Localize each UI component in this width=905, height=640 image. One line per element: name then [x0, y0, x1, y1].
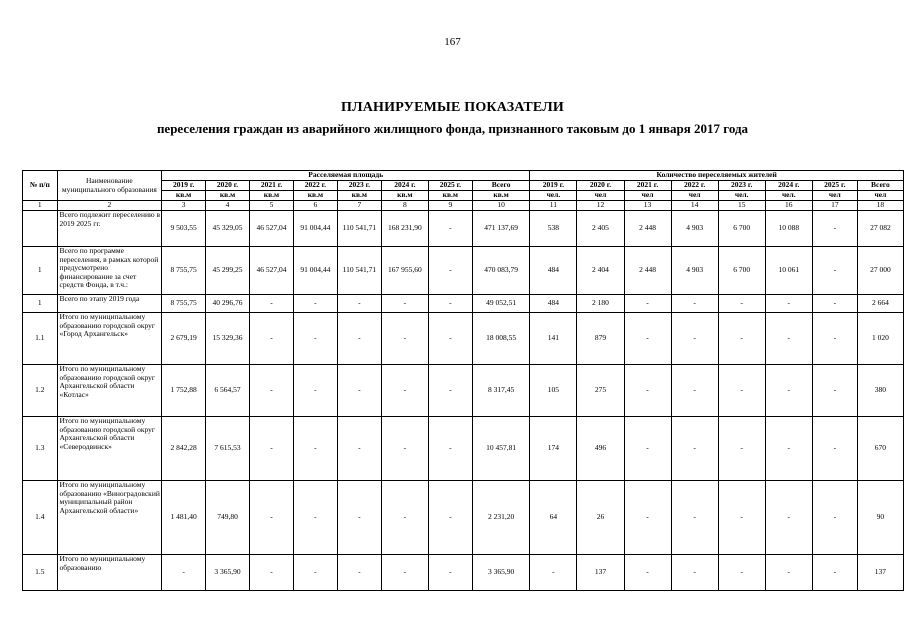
row-value: 2 679,19: [162, 313, 206, 365]
header-year-area: 2022 г.: [293, 181, 337, 191]
row-value: 3 365,90: [472, 555, 530, 591]
row-value: -: [381, 417, 428, 481]
header-column-number: 8: [381, 201, 428, 211]
row-value: 91 004,44: [293, 211, 337, 247]
row-value: 49 052,51: [472, 295, 530, 313]
row-value: 174: [530, 417, 577, 481]
header-row-column-numbers: [23, 201, 904, 211]
row-value: -: [530, 555, 577, 591]
row-value: 670: [857, 417, 903, 481]
row-value: 168 231,90: [381, 211, 428, 247]
row-number: 1.5: [23, 555, 58, 591]
row-value: 110 541,71: [337, 211, 381, 247]
row-value: 10 088: [765, 211, 812, 247]
row-number: 1.1: [23, 313, 58, 365]
row-value: 105: [530, 365, 577, 417]
row-name: Всего по этапу 2019 года: [57, 295, 162, 313]
row-value: 380: [857, 365, 903, 417]
row-value: -: [293, 555, 337, 591]
header-year-people: 2019 г.: [530, 181, 577, 191]
row-value: -: [624, 555, 671, 591]
row-value: 10 457,81: [472, 417, 530, 481]
header-unit: чел: [857, 191, 903, 201]
row-value: -: [250, 295, 294, 313]
resettlement-table: [22, 170, 904, 591]
header-year-people: 2020 г.: [577, 181, 624, 191]
row-value: -: [718, 481, 765, 555]
row-number: 1.4: [23, 481, 58, 555]
row-value: 8 755,75: [162, 247, 206, 295]
header-unit: кв.м: [472, 191, 530, 201]
row-value: -: [718, 417, 765, 481]
header-year-area: 2024 г.: [381, 181, 428, 191]
row-value: 2 448: [624, 247, 671, 295]
row-number: 1.2: [23, 365, 58, 417]
row-number: 1: [23, 247, 58, 295]
row-value: 2 405: [577, 211, 624, 247]
header-column-number: 11: [530, 201, 577, 211]
row-value: -: [381, 481, 428, 555]
row-value: -: [337, 295, 381, 313]
header-year-area: Всего: [472, 181, 530, 191]
row-value: 137: [577, 555, 624, 591]
row-value: 2 448: [624, 211, 671, 247]
header-column-number: 3: [162, 201, 206, 211]
row-value: -: [428, 481, 472, 555]
header-unit: чел: [671, 191, 718, 201]
row-value: 1 752,88: [162, 365, 206, 417]
row-value: 2 180: [577, 295, 624, 313]
row-value: -: [812, 481, 857, 555]
header-year-people: Всего: [857, 181, 903, 191]
row-value: 7 615,53: [206, 417, 250, 481]
row-value: -: [250, 555, 294, 591]
header-year-area: 2023 г.: [337, 181, 381, 191]
row-value: 45 299,25: [206, 247, 250, 295]
row-value: -: [381, 313, 428, 365]
header-unit: кв.м: [381, 191, 428, 201]
row-number: [23, 211, 58, 247]
row-value: -: [428, 247, 472, 295]
row-value: -: [250, 481, 294, 555]
row-value: 10 061: [765, 247, 812, 295]
header-unit: кв.м: [206, 191, 250, 201]
row-value: 40 296,76: [206, 295, 250, 313]
document-title: ПЛАНИРУЕМЫЕ ПОКАЗАТЕЛИ: [341, 100, 564, 115]
row-value: 91 004,44: [293, 247, 337, 295]
row-value: 27 082: [857, 211, 903, 247]
row-value: 1 481,40: [162, 481, 206, 555]
row-value: -: [337, 417, 381, 481]
header-year-people: 2022 г.: [671, 181, 718, 191]
header-column-number: 5: [250, 201, 294, 211]
row-value: -: [671, 481, 718, 555]
table-row: [23, 247, 904, 295]
header-year-people: 2021 г.: [624, 181, 671, 191]
header-num: № п/п: [23, 171, 58, 201]
header-column-number: 17: [812, 201, 857, 211]
header-group-people: Количество переселяемых жителей: [530, 171, 904, 181]
row-value: -: [812, 295, 857, 313]
row-value: 1 020: [857, 313, 903, 365]
row-value: 4 903: [671, 247, 718, 295]
header-group-area: Расселяемая площадь: [162, 171, 530, 181]
row-value: -: [718, 365, 765, 417]
row-value: 470 083,79: [472, 247, 530, 295]
header-name: Наименование муниципального образования: [57, 171, 162, 201]
row-value: -: [765, 481, 812, 555]
row-value: -: [765, 417, 812, 481]
table-row: [23, 313, 904, 365]
table-row: [23, 417, 904, 481]
row-name: Всего по программе переселения, в рамках которой предусмотрено финансирование за счет средств Фонда, в т.ч.:: [57, 247, 162, 295]
row-value: -: [718, 295, 765, 313]
row-value: -: [250, 365, 294, 417]
table-row: [23, 211, 904, 247]
row-value: 538: [530, 211, 577, 247]
row-value: 8 755,75: [162, 295, 206, 313]
header-unit: кв.м: [337, 191, 381, 201]
row-value: 471 137,69: [472, 211, 530, 247]
row-value: -: [624, 417, 671, 481]
row-value: -: [671, 555, 718, 591]
row-value: -: [765, 555, 812, 591]
row-name: Всего подлежит переселению в 2019 2025 гг.: [57, 211, 162, 247]
header-column-number: 6: [293, 201, 337, 211]
row-value: -: [250, 417, 294, 481]
row-value: 137: [857, 555, 903, 591]
row-value: -: [250, 313, 294, 365]
header-row-groups: [23, 171, 904, 181]
table-row: [23, 555, 904, 591]
header-unit: кв.м: [162, 191, 206, 201]
row-value: 2 231,20: [472, 481, 530, 555]
row-value: -: [293, 313, 337, 365]
row-value: -: [337, 481, 381, 555]
header-column-number: 4: [206, 201, 250, 211]
row-value: -: [765, 295, 812, 313]
document-subtitle: переселения граждан из аварийного жилищного фонда, признанного таковым до 1 января 2017 года: [156, 121, 749, 136]
row-value: 3 365,90: [206, 555, 250, 591]
header-column-number: 13: [624, 201, 671, 211]
row-value: 27 000: [857, 247, 903, 295]
row-value: -: [428, 295, 472, 313]
header-column-number: 15: [718, 201, 765, 211]
row-value: -: [428, 555, 472, 591]
row-number: 1.3: [23, 417, 58, 481]
row-value: 2 404: [577, 247, 624, 295]
row-value: 8 317,45: [472, 365, 530, 417]
row-value: -: [381, 365, 428, 417]
row-value: -: [812, 247, 857, 295]
header-unit: чел: [577, 191, 624, 201]
row-value: 275: [577, 365, 624, 417]
header-column-number: 1: [23, 201, 58, 211]
row-value: -: [428, 365, 472, 417]
row-value: -: [671, 417, 718, 481]
row-value: -: [624, 313, 671, 365]
header-column-number: 10: [472, 201, 530, 211]
row-value: 110 541,71: [337, 247, 381, 295]
row-name: Итого по муниципальному образованию «Виноградовский муниципальный район Архангельской области»: [57, 481, 162, 555]
row-value: -: [293, 295, 337, 313]
header-column-number: 12: [577, 201, 624, 211]
row-value: -: [671, 365, 718, 417]
row-value: -: [671, 295, 718, 313]
row-value: -: [812, 365, 857, 417]
row-value: -: [293, 481, 337, 555]
row-value: -: [812, 211, 857, 247]
row-value: -: [765, 313, 812, 365]
header-column-number: 16: [765, 201, 812, 211]
header-column-number: 7: [337, 201, 381, 211]
row-value: 18 008,55: [472, 313, 530, 365]
row-value: -: [671, 313, 718, 365]
header-year-people: 2023 г.: [718, 181, 765, 191]
row-value: -: [337, 313, 381, 365]
row-value: 46 527,04: [250, 247, 294, 295]
row-value: 484: [530, 295, 577, 313]
row-value: 6 700: [718, 211, 765, 247]
header-unit: чел.: [530, 191, 577, 201]
row-value: 167 955,60: [381, 247, 428, 295]
row-name: Итого по муниципальному образованию городской округ Архангельской области «Котлас»: [57, 365, 162, 417]
header-unit: чел: [812, 191, 857, 201]
header-column-number: 14: [671, 201, 718, 211]
table-row: [23, 295, 904, 313]
row-value: 484: [530, 247, 577, 295]
row-value: 9 503,55: [162, 211, 206, 247]
row-value: 4 903: [671, 211, 718, 247]
row-value: -: [812, 555, 857, 591]
header-unit: кв.м: [250, 191, 294, 201]
row-value: -: [428, 211, 472, 247]
row-name: Итого по муниципальному образованию: [57, 555, 162, 591]
header-year-people: 2024 г.: [765, 181, 812, 191]
header-column-number: 18: [857, 201, 903, 211]
row-name: Итого по муниципальному образованию городской округ Архангельской области «Северодвинск»: [57, 417, 162, 481]
row-value: 46 527,04: [250, 211, 294, 247]
row-value: 26: [577, 481, 624, 555]
row-value: 64: [530, 481, 577, 555]
header-year-people: 2025 г.: [812, 181, 857, 191]
header-column-number: 2: [57, 201, 162, 211]
header-year-area: 2021 г.: [250, 181, 294, 191]
row-value: -: [337, 555, 381, 591]
row-number: 1: [23, 295, 58, 313]
row-value: -: [293, 365, 337, 417]
header-unit: чел.: [718, 191, 765, 201]
row-value: 90: [857, 481, 903, 555]
row-value: -: [718, 313, 765, 365]
row-value: -: [381, 555, 428, 591]
row-value: -: [428, 417, 472, 481]
row-value: -: [718, 555, 765, 591]
row-value: -: [812, 313, 857, 365]
row-value: -: [337, 365, 381, 417]
row-value: 879: [577, 313, 624, 365]
row-value: -: [428, 313, 472, 365]
row-value: 749,80: [206, 481, 250, 555]
header-unit: кв.м: [293, 191, 337, 201]
row-name: Итого по муниципальному образованию городской округ «Город Архангельск»: [57, 313, 162, 365]
row-value: -: [765, 365, 812, 417]
row-value: -: [293, 417, 337, 481]
header-unit: кв.м: [428, 191, 472, 201]
row-value: 2 664: [857, 295, 903, 313]
row-value: -: [812, 417, 857, 481]
header-year-area: 2020 г.: [206, 181, 250, 191]
page-number: 167: [444, 36, 461, 48]
header-column-number: 9: [428, 201, 472, 211]
table-row: [23, 365, 904, 417]
row-value: 45 329,05: [206, 211, 250, 247]
table-row: [23, 481, 904, 555]
row-value: 2 842,28: [162, 417, 206, 481]
header-year-area: 2025 г.: [428, 181, 472, 191]
row-value: 141: [530, 313, 577, 365]
row-value: -: [162, 555, 206, 591]
row-value: 15 329,36: [206, 313, 250, 365]
row-value: -: [624, 365, 671, 417]
row-value: 6 564,57: [206, 365, 250, 417]
row-value: 6 700: [718, 247, 765, 295]
row-value: -: [624, 481, 671, 555]
header-unit: чел: [624, 191, 671, 201]
row-value: 496: [577, 417, 624, 481]
header-unit: чел.: [765, 191, 812, 201]
row-value: -: [381, 295, 428, 313]
header-year-area: 2019 г.: [162, 181, 206, 191]
row-value: -: [624, 295, 671, 313]
